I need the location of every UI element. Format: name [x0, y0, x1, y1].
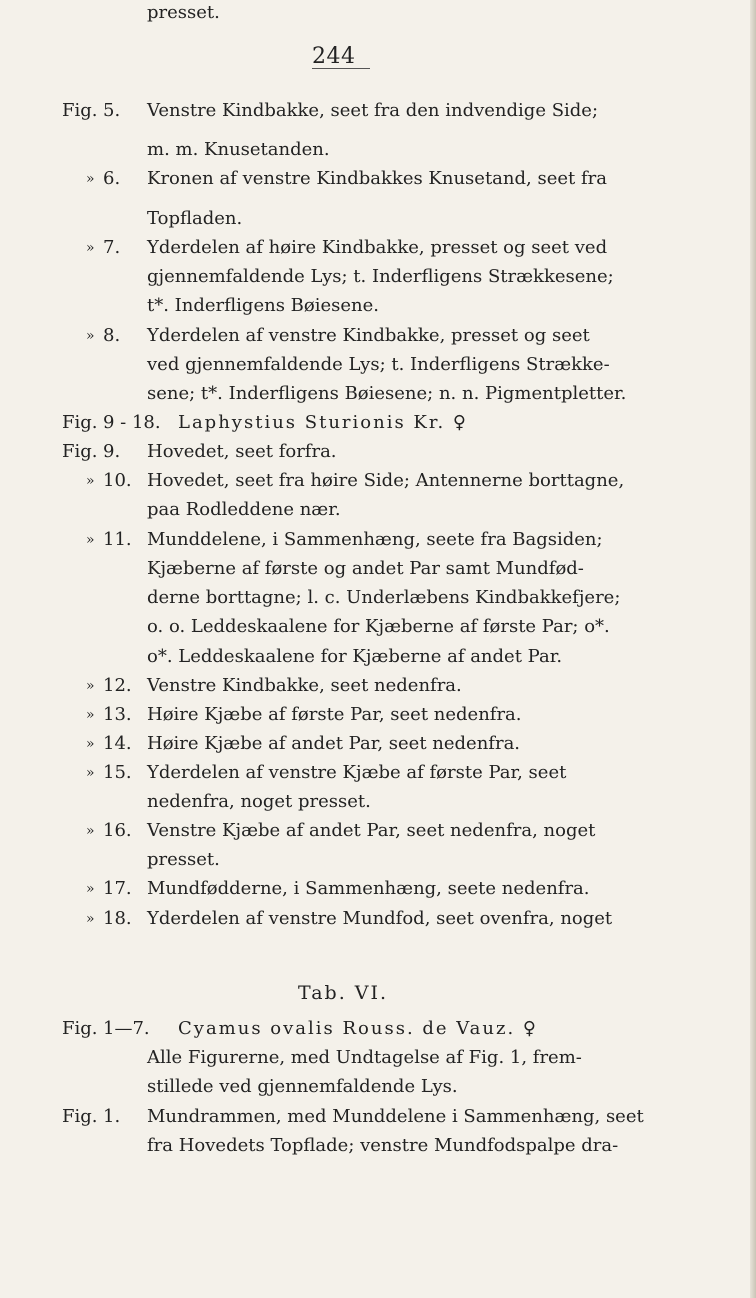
- entry-continuation: Kjæberne af første og andet Par samt Mundfød-: [147, 558, 584, 579]
- fig-label: Fig.: [62, 1106, 98, 1127]
- section-heading: Tab. VI.: [298, 982, 389, 1004]
- figure-number: 1—7.: [103, 1018, 150, 1039]
- entry-continuation: Alle Figurerne, med Undtagelse af Fig. 1, frem-: [147, 1047, 582, 1068]
- figure-number: 1.: [103, 1106, 121, 1127]
- entry-text: Hovedet, seet fra høire Side; Antennerne borttagne,: [147, 470, 625, 491]
- ditto-mark: »: [86, 678, 95, 694]
- figure-number: 10.: [103, 470, 132, 491]
- fig-label: Fig.: [62, 412, 98, 433]
- entry-continuation: nedenfra, noget presset.: [147, 791, 371, 812]
- entry-text: Mundrammen, med Munddelene i Sammenhæng, seet: [147, 1106, 644, 1127]
- entry-text: Yderdelen af venstre Kjæbe af første Par, seet: [147, 762, 567, 783]
- ditto-mark: »: [86, 765, 95, 781]
- ditto-mark: »: [86, 532, 95, 548]
- ditto-mark: »: [86, 911, 95, 927]
- figure-number: 17.: [103, 878, 132, 899]
- figure-number: 6.: [103, 168, 121, 189]
- entry-text: Munddelene, i Sammenhæng, seete fra Bagsiden;: [147, 529, 603, 550]
- entry-continuation: o*. Leddeskaalene for Kjæberne af andet Par.: [147, 646, 563, 667]
- entry-text: Yderdelen af høire Kindbakke, presset og seet ved: [147, 237, 608, 258]
- entry-continuation: stillede ved gjennemfaldende Lys.: [147, 1076, 458, 1097]
- entry-continuation: sene; t*. Inderfligens Bøiesene; n. n. Pigmentpletter.: [147, 383, 627, 404]
- ditto-mark: »: [86, 736, 95, 752]
- figure-number: 11.: [103, 529, 132, 550]
- entry-text: Mundfødderne, i Sammenhæng, seete nedenfra.: [147, 878, 590, 899]
- ditto-mark: »: [86, 171, 95, 187]
- ditto-mark: »: [86, 707, 95, 723]
- ditto-mark: »: [86, 823, 95, 839]
- entry-text: Venstre Kindbakke, seet fra den indvendige Side;: [147, 100, 599, 121]
- fig-label: Fig.: [62, 441, 98, 462]
- entry-continuation: fra Hovedets Topflade; venstre Mundfodspalpe dra-: [147, 1135, 619, 1156]
- entry-continuation: presset.: [147, 849, 220, 870]
- entry-text: Hovedet, seet forfra.: [147, 441, 337, 462]
- entry-continuation: derne borttagne; l. c. Underlæbens Kindbakkefjere;: [147, 587, 621, 608]
- page-number: 244: [312, 44, 356, 69]
- entry-text: Høire Kjæbe af andet Par, seet nedenfra.: [147, 733, 521, 754]
- entry-continuation: gjennemfaldende Lys; t. Inderfligens Strækkesene;: [147, 266, 614, 287]
- entry-text: Venstre Kindbakke, seet nedenfra.: [147, 675, 462, 696]
- entry-text: Laphystius Sturionis Kr. ♀: [178, 412, 469, 433]
- entry-continuation: o. o. Leddeskaalene for Kjæberne af første Par; o*.: [147, 616, 610, 637]
- figure-number: 5.: [103, 100, 121, 121]
- figure-number: 9 - 18.: [103, 412, 161, 433]
- figure-number: 13.: [103, 704, 132, 725]
- figure-number: 12.: [103, 675, 132, 696]
- entry-continuation: presset.: [147, 2, 220, 23]
- figure-number: 18.: [103, 908, 132, 929]
- figure-number: 14.: [103, 733, 132, 754]
- ditto-mark: »: [86, 328, 95, 344]
- ditto-mark: »: [86, 881, 95, 897]
- entry-text: Yderdelen af venstre Kindbakke, presset og seet: [147, 325, 590, 346]
- entry-continuation: paa Rodleddene nær.: [147, 499, 341, 520]
- entry-text: Yderdelen af venstre Mundfod, seet ovenfra, noget: [147, 908, 613, 929]
- entry-continuation: ved gjennemfaldende Lys; t. Inderfligens Strække-: [147, 354, 610, 375]
- entry-text: Høire Kjæbe af første Par, seet nedenfra.: [147, 704, 522, 725]
- fig-label: Fig.: [62, 100, 98, 121]
- entry-continuation: Topfladen.: [147, 208, 243, 229]
- entry-text: Venstre Kjæbe af andet Par, seet nedenfra, noget: [147, 820, 596, 841]
- ditto-mark: »: [86, 240, 95, 256]
- figure-number: 7.: [103, 237, 121, 258]
- entry-continuation: t*. Inderfligens Bøiesene.: [147, 295, 379, 316]
- entry-continuation: m. m. Knusetanden.: [147, 139, 330, 160]
- figure-number: 15.: [103, 762, 132, 783]
- figure-number: 8.: [103, 325, 121, 346]
- ditto-mark: »: [86, 473, 95, 489]
- entry-text: Cyamus ovalis Rouss. de Vauz. ♀: [178, 1018, 539, 1039]
- figure-number: 9.: [103, 441, 121, 462]
- fig-label: Fig.: [62, 1018, 98, 1039]
- page-edge: [750, 0, 756, 1298]
- figure-number: 16.: [103, 820, 132, 841]
- entry-text: Kronen af venstre Kindbakkes Knusetand, seet fra: [147, 168, 607, 189]
